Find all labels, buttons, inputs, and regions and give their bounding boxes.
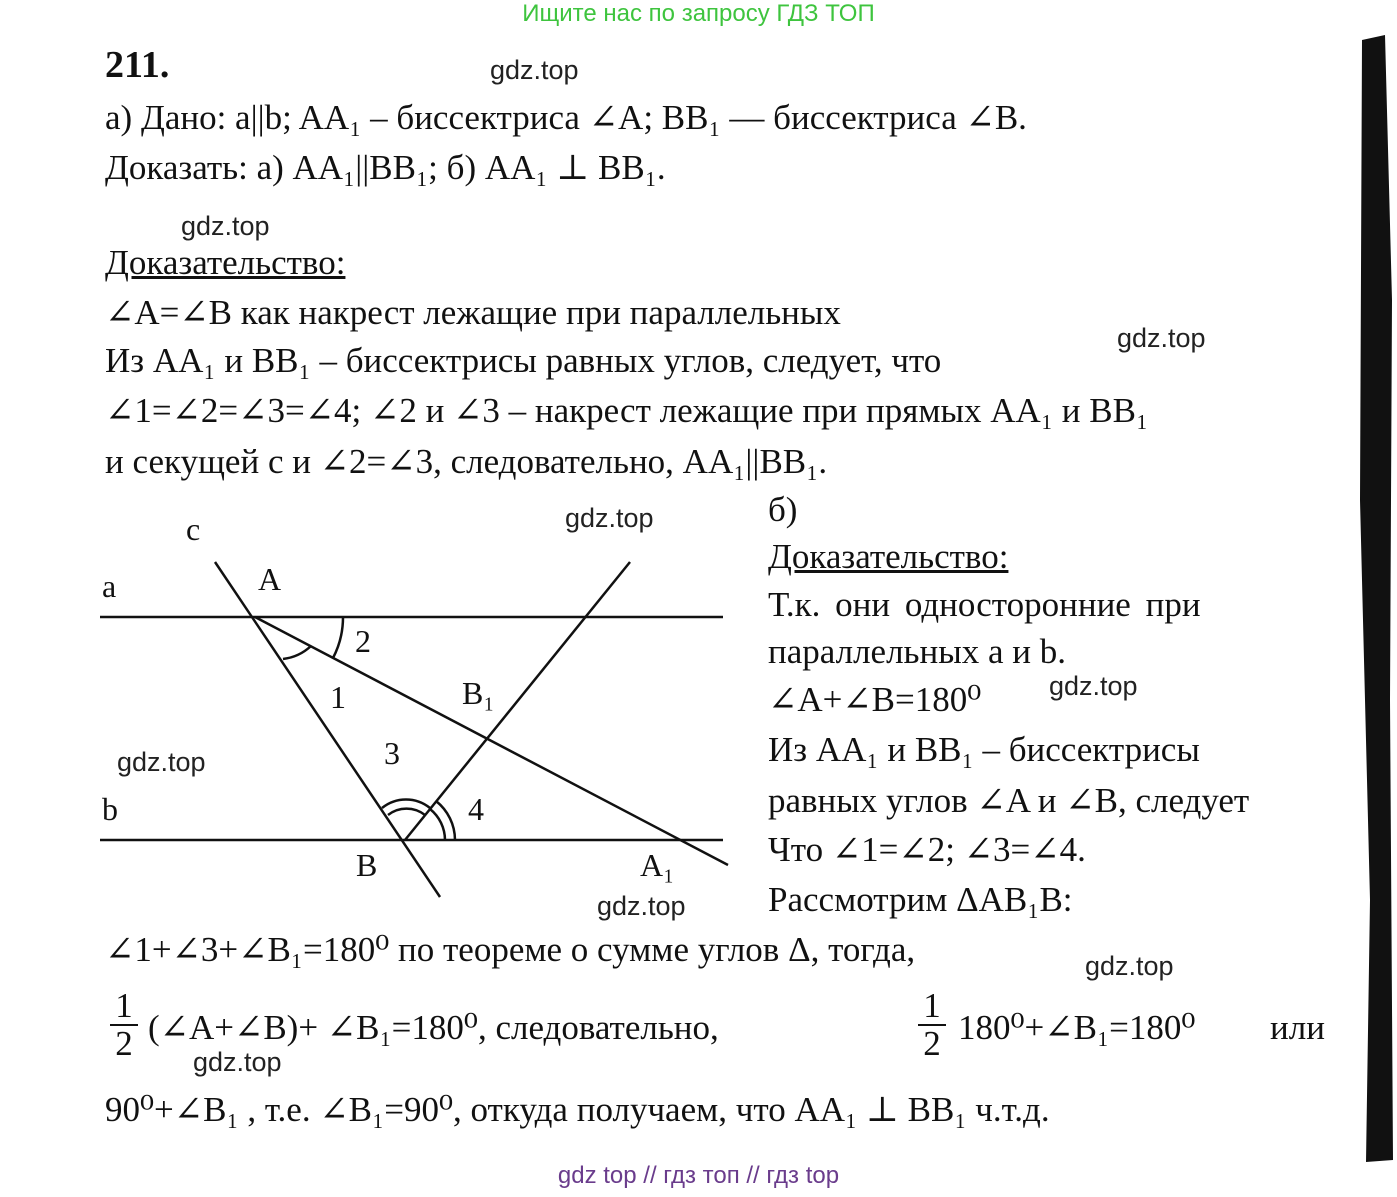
proof-b-bottom-line: или xyxy=(1270,1008,1325,1047)
bisector-aa1 xyxy=(255,617,728,865)
proof-b-line: ∠A+∠B=180⁰ xyxy=(768,680,982,719)
label-2: 2 xyxy=(355,623,371,659)
angle-arc-1 xyxy=(283,646,311,659)
proof-a-line: и секущей с и ∠2=∠3, следовательно, AA₁||BB₁. xyxy=(105,442,828,481)
watermark: gdz.top xyxy=(597,891,686,921)
label-c: c xyxy=(186,511,201,547)
watermark: gdz.top xyxy=(1049,671,1138,701)
prove-line: Доказать: а) AA₁||BB₁; б) AA₁ ⊥ BB₁. xyxy=(105,148,666,187)
footer-link[interactable]: gdz top // гдз топ // гдз top xyxy=(557,1162,840,1189)
fraction-numerator: 1 xyxy=(110,988,138,1026)
watermark: gdz.top xyxy=(490,55,579,85)
angle-arc-2 xyxy=(333,617,343,658)
proof-b-bottom-line: 90⁰+∠B₁ , т.е. ∠B₁=90⁰, откуда получаем, что AA₁ ⊥ BB₁ ч.т.д. xyxy=(105,1090,1050,1129)
proof-a-line: ∠A=∠B как накрест лежащие при параллельных xyxy=(105,293,841,332)
proof-b-heading: Доказательство: xyxy=(768,537,1009,576)
watermark: gdz.top xyxy=(117,747,206,777)
label-3: 3 xyxy=(384,735,400,771)
label-a: a xyxy=(102,568,117,604)
angle-arc-3a xyxy=(388,809,425,815)
proof-b-bottom-line: (∠A+∠B)+ ∠B₁=180⁰, следовательно, xyxy=(148,1008,719,1047)
label-A1: A₁ xyxy=(640,847,675,883)
given-line: а) Дано: a||b; AA₁ – биссектриса ∠A; BB₁ — биссектриса ∠B. xyxy=(105,98,1027,137)
proof-a-heading: Доказательство: xyxy=(105,243,346,282)
label-1: 1 xyxy=(330,679,346,715)
proof-b-line: Т.к. они односторонние при xyxy=(768,585,1201,624)
angle-arc-3b xyxy=(382,799,430,808)
label-b: b xyxy=(102,791,118,827)
label-B1: B₁ xyxy=(462,675,495,711)
fraction-denominator: 2 xyxy=(115,1024,133,1063)
watermark: gdz.top xyxy=(565,503,654,533)
fraction-numerator: 1 xyxy=(918,988,946,1026)
angle-arc-4a xyxy=(430,809,445,840)
watermark: gdz.top xyxy=(181,211,270,241)
proof-b-line: Рассмотрим ΔAB₁B: xyxy=(768,880,1073,919)
header-link[interactable]: Ищите нас по запросу ГДЗ ТОП xyxy=(522,0,875,27)
bisector-bb1 xyxy=(405,562,630,840)
proof-b-line: Что ∠1=∠2; ∠3=∠4. xyxy=(768,830,1086,869)
label-A: A xyxy=(258,561,282,597)
fraction-denominator: 2 xyxy=(923,1024,941,1063)
proof-b-line: параллельных a и b. xyxy=(768,632,1067,671)
problem-number: 211. xyxy=(105,44,170,86)
watermark: gdz.top xyxy=(1085,951,1174,981)
label-B: B xyxy=(356,847,378,883)
label-4: 4 xyxy=(468,791,484,827)
watermark: gdz.top xyxy=(1117,323,1206,353)
scan-border xyxy=(1360,35,1393,1162)
watermark: gdz.top xyxy=(193,1047,282,1077)
proof-b-label: б) xyxy=(768,490,798,529)
proof-a-line: ∠1=∠2=∠3=∠4; ∠2 и ∠3 – накрест лежащие при прямых AA₁ и BB₁ xyxy=(105,391,1149,430)
proof-b-line: Из AA₁ и BB₁ – биссектрисы xyxy=(768,730,1200,769)
proof-b-bottom-line: 180⁰+∠B₁=180⁰ xyxy=(958,1008,1196,1047)
proof-b-bottom-line: ∠1+∠3+∠B₁=180⁰ по теореме о сумме углов Δ, тогда, xyxy=(105,930,916,969)
proof-a-line: Из AA₁ и BB₁ – биссектрисы равных углов, следует, что xyxy=(105,341,942,380)
line-c xyxy=(215,562,440,897)
proof-b-line: равных углов ∠A и ∠B, следует xyxy=(768,781,1250,820)
